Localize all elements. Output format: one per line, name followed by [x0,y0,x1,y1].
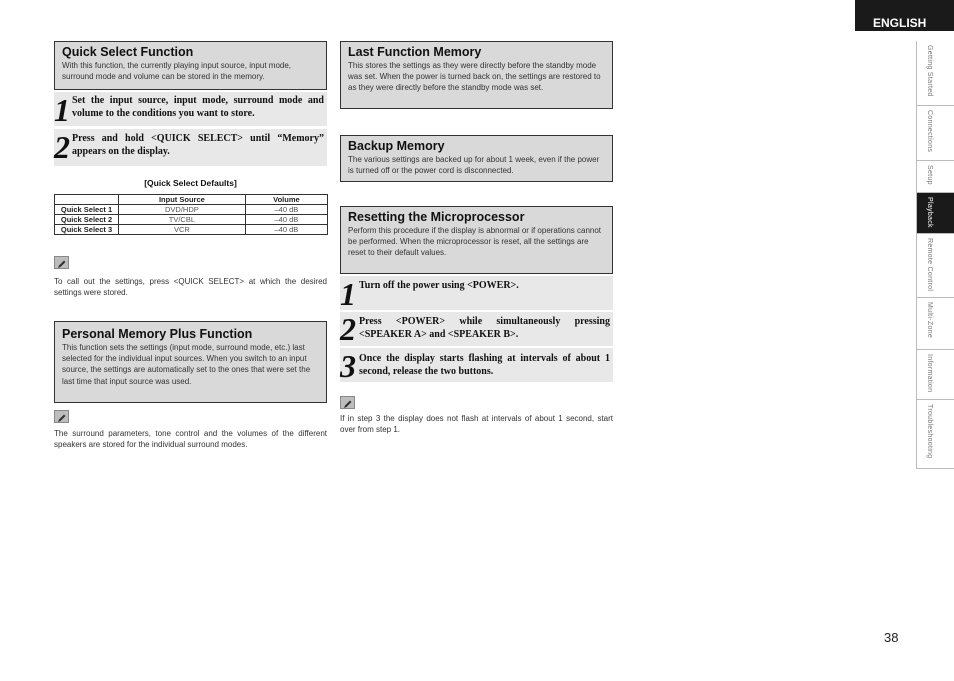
quick-select-note: To call out the settings, press <QUICK SELECT> at which the desired settings were stored. [54,277,327,298]
step-text: Press <POWER> while simultaneously pressing <SPEAKER A> and <SPEAKER B>. [359,316,610,340]
quick-select-title: Quick Select Function [62,45,194,59]
step-number: 2 [54,129,70,165]
table-row [55,215,328,225]
side-nav-label: Getting Started [926,45,933,97]
last-function-title: Last Function Memory [348,45,482,59]
side-nav-label: Remote Control [926,238,933,292]
reset-step-3 [340,348,613,382]
table-cell: –40 dB [245,215,327,225]
personal-memory-note: The surround parameters, tone control and the volumes of the different speakers are stored for the individual surround modes. [54,429,327,450]
side-nav-label: Multi-Zone [926,302,933,339]
side-nav-item-playback[interactable] [917,193,954,234]
table-caption: [Quick Select Defaults] [144,178,237,188]
personal-memory-title: Personal Memory Plus Function [62,327,253,341]
table-cell: Quick Select 2 [55,215,119,225]
step-text: Set the input source, input mode, surround mode and volume to the conditions you want to store. [72,95,324,119]
side-nav-item-troubleshooting[interactable] [917,400,954,469]
reset-description: Perform this procedure if the display is abnormal or if operations cannot be performed. When the microprocessor is reset, all the settings are reset to their default values. [348,226,602,258]
quick-select-step-2 [54,129,327,166]
side-nav-label: Information [926,354,933,393]
personal-memory-box [54,321,327,403]
side-nav-item-multi-zone[interactable] [917,298,954,350]
side-nav-item-connections[interactable] [917,106,954,161]
table-cell: TV/CBL [119,215,246,225]
last-function-box [340,41,613,109]
quick-select-defaults-table [54,194,328,235]
quick-select-step-1 [54,92,327,126]
table-cell: VCR [119,225,246,235]
step-number: 1 [340,276,356,312]
table-row [55,225,328,235]
step-text: Turn off the power using <POWER>. [359,280,519,291]
side-nav-label: Setup [926,165,933,185]
table-cell: DVD/HDP [119,205,246,215]
backup-memory-description: The various settings are backed up for about 1 week, even if the power is turned off or the power cord is disconnected. [348,155,600,176]
side-nav-label: Playback [926,197,933,228]
note-pencil-icon [340,396,355,409]
table-cell: Quick Select 1 [55,205,119,215]
backup-memory-title: Backup Memory [348,139,445,153]
step-number: 3 [340,348,356,384]
reset-step-2 [340,312,613,346]
side-nav-label: Connections [926,110,933,153]
side-nav-item-getting-started[interactable] [917,41,954,106]
note-pencil-icon [54,410,69,423]
last-function-description: This stores the settings as they were directly before the standby mode was set. When the power is turned back on, the settings are restored to as they were directly before the standby mode was set. [348,61,601,93]
step-number: 1 [54,92,70,128]
note-pencil-icon [54,256,69,269]
table-cell: –40 dB [245,225,327,235]
table-cell: Quick Select 3 [55,225,119,235]
side-nav-item-information[interactable] [917,350,954,400]
reset-note: If in step 3 the display does not flash at intervals of about 1 second, start over from step 1. [340,414,613,435]
side-nav-item-remote-control[interactable] [917,234,954,298]
side-nav-item-setup[interactable] [917,161,954,193]
table-header: Volume [245,195,327,205]
table-header: Input Source [119,195,246,205]
table-header [55,195,119,205]
reset-step-1 [340,276,613,310]
step-text: Press and hold <QUICK SELECT> until “Memory” appears on the display. [72,133,324,157]
language-tab: ENGLISH [855,0,954,31]
backup-memory-box [340,135,613,182]
reset-title: Resetting the Microprocessor [348,210,525,224]
table-header-row [55,195,328,205]
reset-box [340,206,613,274]
step-text: Once the display starts flashing at intervals of about 1 second, release the two buttons. [359,353,610,377]
quick-select-description: With this function, the currently playing input source, input mode, surround mode and volume can be stored in the memory. [62,61,292,82]
personal-memory-description: This function sets the settings (input mode, surround mode, etc.) last selected for the individual input sources. When you switch to an input source, the settings are automatically set to the ones that were set the last time that input source was used. [62,343,311,386]
page-number: 38 [884,630,899,645]
side-nav [916,41,954,469]
table-cell: –40 dB [245,205,327,215]
side-nav-label: Troubleshooting [926,404,933,459]
quick-select-box [54,41,327,90]
table-row [55,205,328,215]
step-number: 2 [340,311,356,347]
